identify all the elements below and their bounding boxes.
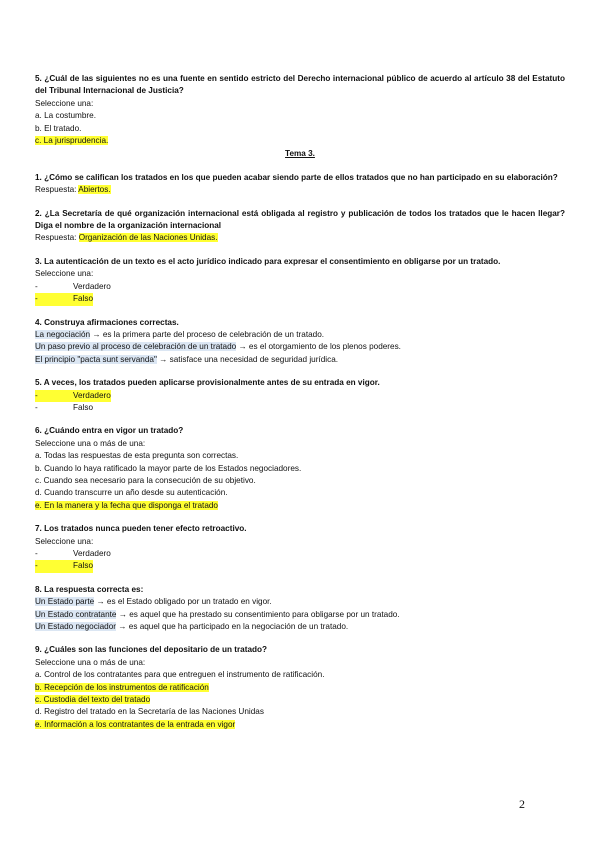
question-prompt: Seleccione una: [35,269,94,279]
question-7 [35,523,565,573]
question-prompt: Seleccione una: [35,536,94,546]
option-a: a. Control de los contratantes para que entreguen el instrumento de ratificación. [35,670,325,680]
option-d: d. Registro del tratado en la Secretaría de las Naciones Unidas [35,707,264,717]
option-e-correct: e. En la manera y la fecha que disponga el tratado [35,500,218,510]
option-true-correct [35,390,565,402]
option-c: c. Cuando sea necesario para la consecución de su objetivo. [35,475,256,485]
statement-term: Un Estado parte [35,597,95,607]
question-title: 5. ¿Cuál de las siguientes no es una fuente en sentido estricto del Derecho internacional público de acuerdo al artículo 38 del Estatuto del Tribunal Internacional de Justicia? [35,74,565,96]
question-prompt: Seleccione una o más de una: [35,657,146,667]
question-5-sources [35,73,565,147]
question-1 [35,172,565,197]
statement-rest: → es aquel que ha participado en la negociación de un tratado. [116,622,349,632]
question-title: 6. ¿Cuándo entra en vigor un tratado? [35,426,184,436]
statement-term: Un paso previo al proceso de celebración de un tratado [35,342,237,352]
statement-rest: → es la primera parte del proceso de celebración de un tratado. [90,329,325,339]
option-label: Verdadero [73,549,111,558]
bullet-dash: - [35,402,38,412]
answer-label: Respuesta: [35,185,79,195]
option-true [35,548,565,560]
question-title: 8. La respuesta correcta es: [35,584,144,594]
option-false [35,402,565,414]
section-heading: Tema 3. [285,149,315,159]
question-title: 4. Construya afirmaciones correctas. [35,317,179,327]
statement-term: Un Estado negociador [35,622,117,632]
question-5-provisional [35,377,565,414]
option-b-correct: b. Recepción de los instrumentos de ratificación [35,682,209,692]
bullet-dash: - [35,390,38,400]
question-prompt: Seleccione una: [35,98,94,108]
statement-2 [35,609,565,621]
option-d: d. Cuando transcurre un año desde su autenticación. [35,488,228,498]
question-title: 2. ¿La Secretaría de qué organización internacional está obligada al registro y publicación de todos los tratados que le hacen llegar? Diga el nombre de la organización internacional [35,208,565,231]
statement-1 [35,596,565,608]
option-label: Verdadero [73,281,111,291]
statement-rest: → es el otorgamiento de los plenos poderes. [236,342,401,352]
question-4 [35,317,565,367]
option-a: a. Todas las respuestas de esta pregunta son correctas. [35,451,239,461]
question-6 [35,425,565,512]
option-c-correct: c. Custodia del texto del tratado [35,695,151,705]
option-b: b. El tratado. [35,123,82,133]
option-b: b. Cuando lo haya ratificado la mayor parte de los Estados negociadores. [35,463,302,473]
statement-term: La negociación [35,329,91,339]
statement-rest: → satisface una necesidad de seguridad jurídica. [156,354,339,364]
question-8 [35,584,565,634]
statement-3 [35,354,565,366]
option-false-correct [35,293,565,305]
option-true [35,281,565,293]
question-3 [35,256,565,306]
statement-2 [35,341,565,353]
bullet-dash: - [35,549,38,558]
option-a: a. La costumbre. [35,111,96,121]
option-e-correct: e. Información a los contratantes de la entrada en vigor [35,719,236,729]
bullet-dash: - [35,561,38,571]
statement-rest: → es el Estado obligado por un tratado en vigor. [94,597,272,607]
question-title: 3. La autenticación de un texto es el acto jurídico indicado para expresar el consentimiento en obligarse por un tratado. [35,256,501,266]
answer-value: Organización de las Naciones Unidas. [78,233,218,243]
option-label: Falso [73,294,94,304]
bullet-dash: - [35,281,38,291]
statement-term: Un Estado contratante [35,609,117,619]
option-false-correct [35,560,565,572]
option-label: Verdadero [73,390,111,400]
question-prompt: Seleccione una o más de una: [35,438,146,448]
answer-label: Respuesta: [35,233,79,243]
question-title: 5. A veces, los tratados pueden aplicarse provisionalmente antes de su entrada en vigor. [35,378,380,388]
answer-value: Abiertos. [78,185,111,195]
question-9 [35,644,565,731]
option-label: Falso [73,402,94,412]
statement-term: El principio "pacta sunt servanda" [35,354,157,364]
option-label: Falso [73,561,94,571]
page-number: 2 [519,797,525,811]
question-title: 9. ¿Cuáles son las funciones del depositario de un tratado? [35,645,268,655]
option-c-correct: c. La jurisprudencia. [35,136,109,146]
statement-rest: → es aquel que ha prestado su consentimiento para obligarse por un tratado. [116,609,400,619]
statement-3 [35,621,565,633]
question-title: 1. ¿Cómo se califican los tratados en los que pueden acabar siendo parte de ellos tratados que no han participado en su elaboración? [35,172,558,182]
statement-1 [35,329,565,341]
document-body [35,73,565,731]
question-2 [35,208,565,245]
question-title: 7. Los tratados nunca pueden tener efecto retroactivo. [35,524,247,534]
bullet-dash: - [35,294,38,304]
